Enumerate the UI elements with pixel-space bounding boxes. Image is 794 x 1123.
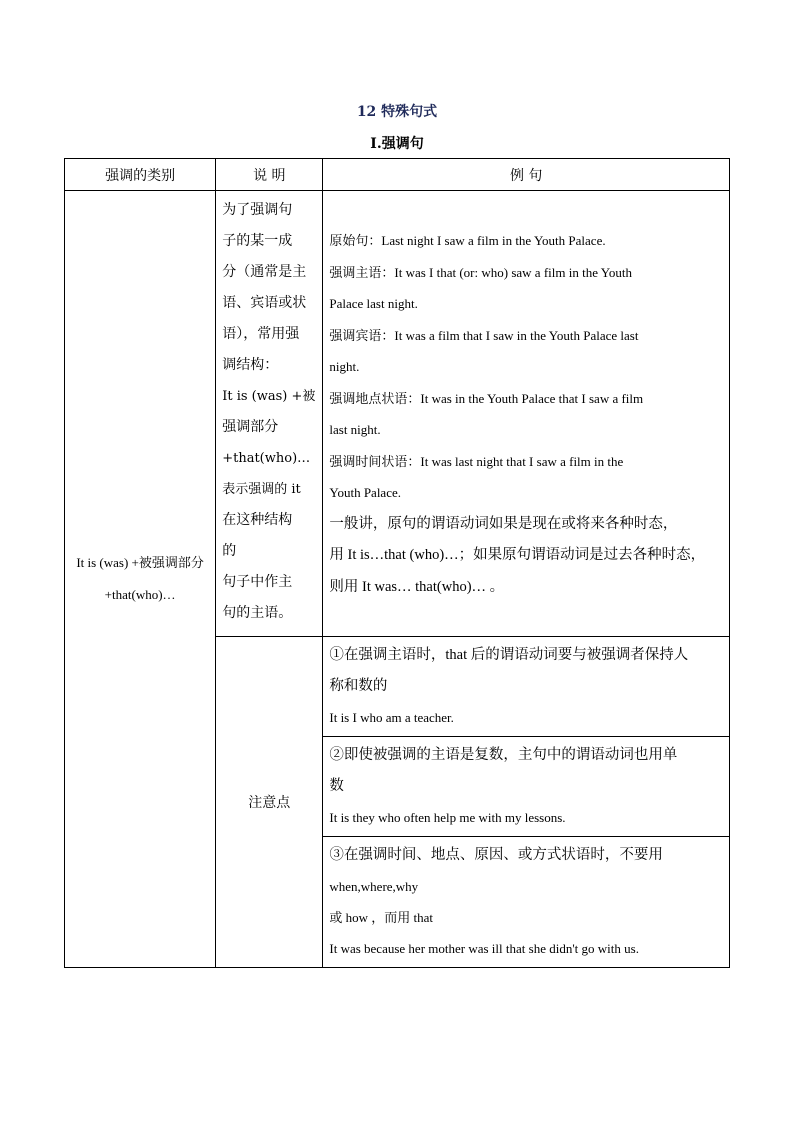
note-line: 或 how ，而用 that: [329, 910, 434, 925]
explanation-line: 调结构：: [222, 357, 279, 373]
example-line: 用 It is…that (who)…；如果原句谓语动词是过去各种时态，: [329, 547, 706, 563]
example-line: night.: [329, 359, 360, 374]
explanation-line: 在这种结构: [222, 512, 293, 528]
note-example: It is they who often help me with my lessons.: [329, 810, 566, 825]
example-line: last night.: [329, 422, 381, 437]
example-line: Palace last night.: [329, 296, 418, 311]
example-line: 原始句：Last night I saw a film in the Youth Palace.: [329, 233, 606, 248]
note-cell-3: [323, 837, 730, 968]
explanation-cell: [216, 191, 323, 637]
explanation-line: It is (was) +被: [222, 389, 316, 404]
explanation-line: 表示强调的 it: [222, 482, 301, 497]
note-cell-1: [323, 637, 730, 737]
example-line: 则用 It was… that(who)… 。: [329, 578, 505, 595]
example-line: 强调主语：It was I that (or: who) saw a film in the Youth: [329, 264, 632, 280]
explanation-line: 的: [222, 543, 237, 559]
example-line: 强调宾语：It was a film that I saw in the Youth Palace last: [329, 327, 639, 343]
note-line: ②即使被强调的主语是复数，主句中的谓语动词也用单: [329, 747, 678, 763]
grammar-table: [64, 158, 730, 968]
note-line: 数: [329, 778, 344, 794]
example-line: Youth Palace.: [329, 485, 401, 500]
explanation-line: 为了强调句: [222, 202, 293, 218]
header-examples: 例 句: [323, 159, 730, 191]
explanation-line: 语、宾语或状: [222, 295, 307, 311]
explanation-line: 语），常用强: [222, 326, 300, 342]
example-line: 强调地点状语：It was in the Youth Palace that I saw a film: [329, 390, 644, 406]
table-header-row: [65, 159, 730, 191]
explanation-line: 子的某一成: [222, 233, 293, 249]
note-line: 称和数的: [329, 678, 388, 694]
example-line: 一般讲，原句的谓语动词如果是现在或将来各种时态，: [329, 515, 678, 532]
table-row: [65, 191, 730, 637]
note-example: It is I who am a teacher.: [329, 710, 454, 725]
explanation-line: 句的主语。: [222, 605, 293, 621]
example-line: 强调时间状语：It was last night that I saw a film in the: [329, 453, 624, 469]
page-title: 12 特殊句式: [356, 104, 438, 120]
explanation-line: +that(who)…: [222, 451, 311, 466]
section-title: I.强调句: [370, 136, 424, 152]
header-category: 强调的类别: [65, 159, 216, 191]
note-line: ①在强调主语时，that 后的谓语动词要与被强调者保持人: [329, 647, 689, 663]
category-cell: It is (was) +被强调部分+that(who)…: [65, 191, 216, 968]
explanation-line: 分（通常是主: [222, 264, 307, 280]
header-explanation: 说 明: [216, 159, 323, 191]
note-label-cell: 注意点: [216, 637, 323, 968]
note-cell-2: [323, 737, 730, 837]
explanation-line: 句子中作主: [222, 574, 293, 590]
note-line: when,where,why: [329, 879, 419, 894]
examples-cell: [323, 191, 730, 637]
note-example: It was because her mother was ill that she didn't go with us.: [329, 941, 639, 956]
note-line: ③在强调时间、地点、原因、或方式状语时，不要用: [329, 847, 663, 863]
explanation-line: 强调部分: [222, 419, 279, 435]
